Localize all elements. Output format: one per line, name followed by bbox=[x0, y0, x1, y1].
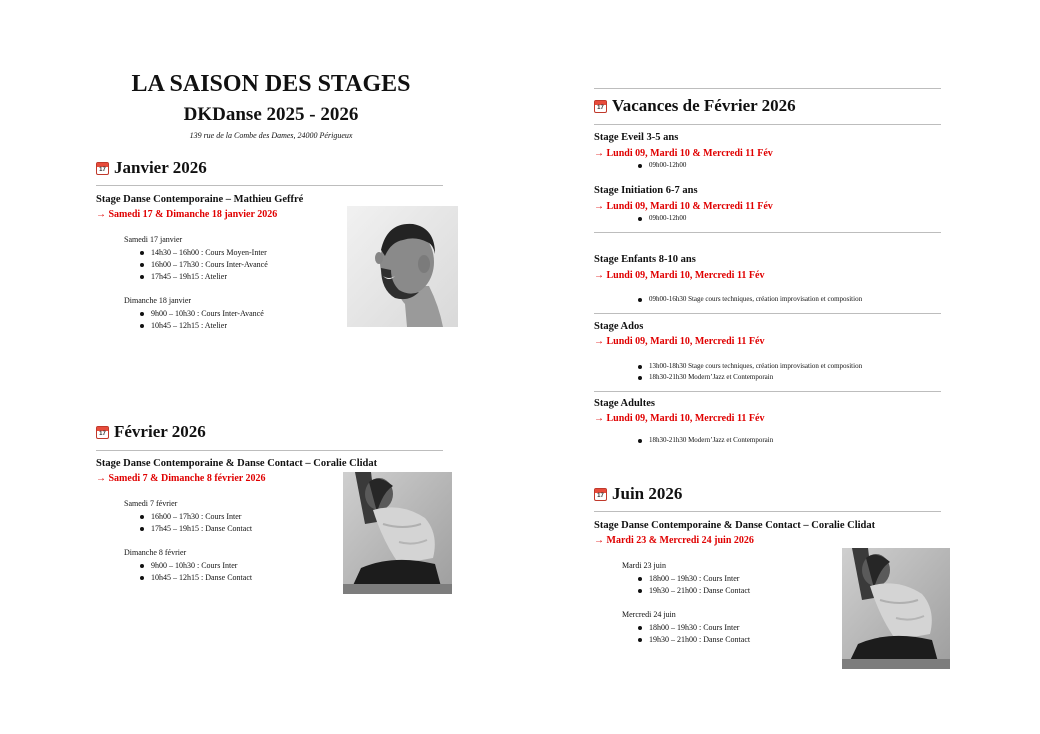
stage-dates: → Lundi 09, Mardi 10, Mercredi 11 Fév bbox=[594, 270, 765, 281]
calendar-icon: 17 bbox=[96, 162, 109, 175]
list-item: 19h30 – 21h00 : Danse Contact bbox=[635, 634, 750, 646]
divider bbox=[96, 450, 443, 451]
session-list bbox=[635, 160, 686, 171]
day-label: Dimanche 18 janvier bbox=[124, 296, 192, 305]
day-label: Samedi 17 janvier bbox=[124, 235, 183, 244]
session-list bbox=[137, 308, 264, 332]
day-label: Samedi 7 février bbox=[124, 499, 178, 508]
section-heading-juin: 17 Juin 2026 bbox=[594, 484, 682, 504]
stage-dates: → Lundi 09, Mardi 10, Mercredi 11 Fév bbox=[594, 336, 765, 347]
page-title: LA SAISON DES STAGES bbox=[131, 71, 411, 97]
divider bbox=[594, 511, 941, 512]
list-item: 9h00 – 10h30 : Cours Inter-Avancé bbox=[137, 308, 264, 320]
section-heading-fevrier: 17 Février 2026 bbox=[96, 422, 206, 442]
stage-title: Stage Danse Contemporaine & Danse Contact – Coralie Clidat bbox=[594, 520, 876, 531]
list-item: 19h30 – 21h00 : Danse Contact bbox=[635, 585, 750, 597]
stage-dates: → Lundi 09, Mardi 10 & Mercredi 11 Fév bbox=[594, 201, 773, 212]
list-item: 9h00 – 10h30 : Cours Inter bbox=[137, 560, 252, 572]
list-item: 17h45 – 19h15 : Danse Contact bbox=[137, 523, 252, 535]
stage-title: Stage Danse Contemporaine – Mathieu Geffré bbox=[96, 194, 304, 205]
divider bbox=[594, 313, 941, 314]
stage-dates: → Samedi 7 & Dimanche 8 février 2026 bbox=[96, 473, 266, 484]
session-list bbox=[635, 435, 773, 446]
list-item: 18h00 – 19h30 : Cours Inter bbox=[635, 573, 750, 585]
stage-dates: → Mardi 23 & Mercredi 24 juin 2026 bbox=[594, 535, 754, 546]
stage-title: Stage Ados bbox=[594, 321, 644, 332]
list-item: 09h00-12h00 bbox=[635, 160, 686, 171]
divider bbox=[594, 232, 941, 233]
stage-dates: → Samedi 17 & Dimanche 18 janvier 2026 bbox=[96, 209, 278, 220]
list-item: 16h00 – 17h30 : Cours Inter-Avancé bbox=[137, 259, 268, 271]
section-heading-vacances: 17 Vacances de Février 2026 bbox=[594, 96, 796, 116]
photo-coralie-clidat bbox=[343, 472, 452, 594]
calendar-icon: 17 bbox=[594, 100, 607, 113]
calendar-icon: 17 bbox=[594, 488, 607, 501]
session-list bbox=[137, 560, 252, 584]
stage-title: Stage Enfants 8-10 ans bbox=[594, 254, 696, 265]
session-list bbox=[137, 511, 252, 535]
list-item: 17h45 – 19h15 : Atelier bbox=[137, 271, 268, 283]
day-label: Dimanche 8 février bbox=[124, 548, 187, 557]
stage-title: Stage Danse Contemporaine & Danse Contact – Coralie Clidat bbox=[96, 458, 378, 469]
session-list bbox=[635, 294, 862, 305]
session-list bbox=[635, 361, 862, 383]
list-item: 14h30 – 16h00 : Cours Moyen-Inter bbox=[137, 247, 268, 259]
page-subtitle: DKDanse 2025 - 2026 bbox=[183, 104, 359, 125]
list-item: 18h00 – 19h30 : Cours Inter bbox=[635, 622, 750, 634]
divider bbox=[594, 124, 941, 125]
list-item: 10h45 – 12h15 : Danse Contact bbox=[137, 572, 252, 584]
stage-dates: → Lundi 09, Mardi 10, Mercredi 11 Fév bbox=[594, 413, 765, 424]
session-list bbox=[635, 573, 750, 597]
list-item: 16h00 – 17h30 : Cours Inter bbox=[137, 511, 252, 523]
stage-dates: → Lundi 09, Mardi 10 & Mercredi 11 Fév bbox=[594, 148, 773, 159]
list-item: 09h00-12h00 bbox=[635, 213, 686, 224]
list-item: 18h30-21h30 Modern’Jazz et Contemporain bbox=[635, 435, 773, 446]
address: 139 rue de la Combe des Dames, 24000 Périgueux bbox=[189, 131, 353, 140]
session-list bbox=[137, 247, 268, 283]
section-heading-janvier: 17 Janvier 2026 bbox=[96, 158, 207, 178]
list-item: 13h00-18h30 Stage cours techniques, création improvisation et composition bbox=[635, 361, 862, 372]
divider bbox=[96, 185, 443, 186]
calendar-icon: 17 bbox=[96, 426, 109, 439]
list-item: 09h00-16h30 Stage cours techniques, création improvisation et composition bbox=[635, 294, 862, 305]
day-label: Mercredi 24 juin bbox=[622, 610, 676, 619]
day-label: Mardi 23 juin bbox=[622, 561, 666, 570]
list-item: 10h45 – 12h15 : Atelier bbox=[137, 320, 264, 332]
session-list bbox=[635, 622, 750, 646]
divider bbox=[594, 88, 941, 89]
session-list bbox=[635, 213, 686, 224]
list-item: 18h30-21h30 Modern’Jazz et Contemporain bbox=[635, 372, 862, 383]
stage-title: Stage Initiation 6-7 ans bbox=[594, 185, 698, 196]
photo-mathieu-geffre bbox=[347, 206, 458, 327]
photo-coralie-clidat bbox=[842, 548, 950, 669]
divider bbox=[594, 391, 941, 392]
stage-title: Stage Eveil 3-5 ans bbox=[594, 132, 679, 143]
stage-title: Stage Adultes bbox=[594, 398, 655, 409]
